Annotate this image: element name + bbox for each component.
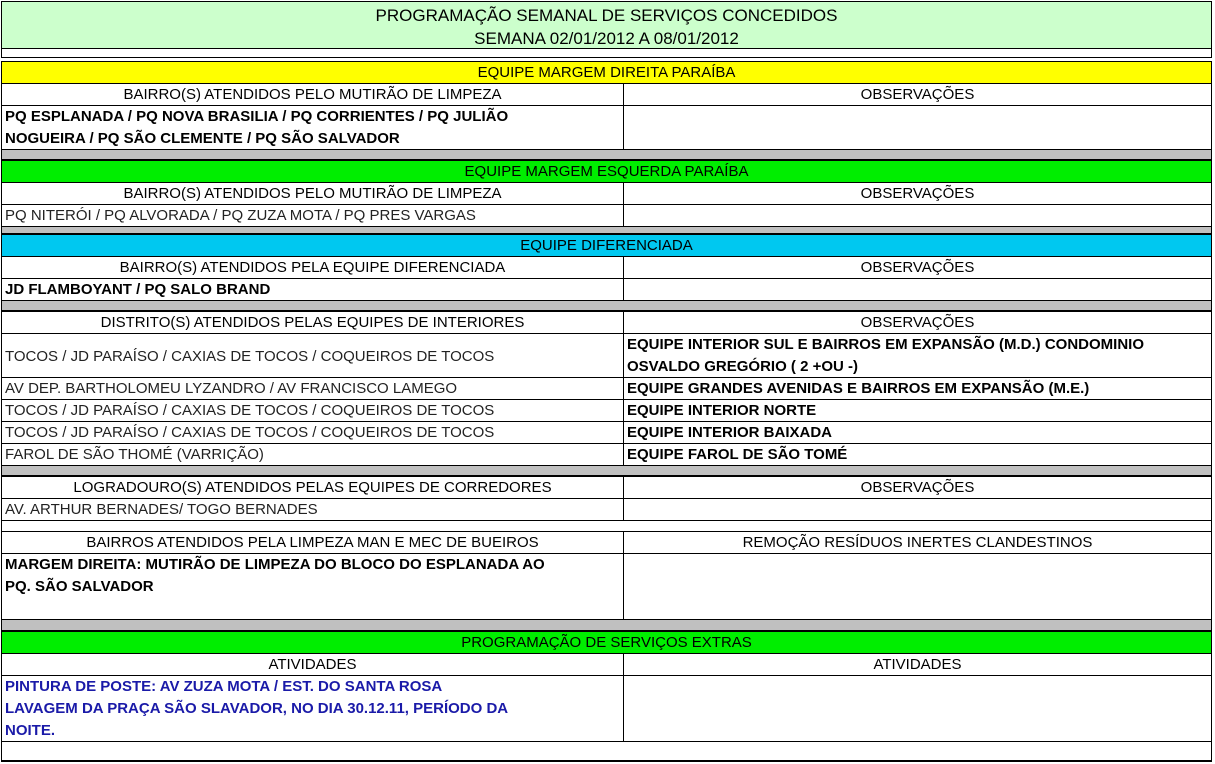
team-header-margem-direita: EQUIPE MARGEM DIREITA PARAÍBA [1, 61, 1212, 84]
observacoes-cell [623, 498, 1212, 521]
col-header-atividades: ATIVIDADES [623, 653, 1212, 676]
bairros-cell [1, 105, 624, 150]
bairros-cell: JD FLAMBOYANT / PQ SALO BRAND [1, 278, 624, 301]
title-line-1: PROGRAMAÇÃO SEMANAL DE SERVIÇOS CONCEDIDOS [375, 6, 838, 25]
team-header-diferenciada: EQUIPE DIFERENCIADA [1, 234, 1212, 257]
bueiros-line-1: MARGEM DIREITA: MUTIRÃO DE LIMPEZA DO BLOCO DO ESPLANADA AO [5, 556, 545, 573]
atividade-line-3: NOITE. [5, 722, 56, 739]
distrito-text: TOCOS / JD PARAÍSO / CAXIAS DE TOCOS / COQUEIROS DE TOCOS [5, 348, 495, 365]
observacao-cell: EQUIPE FAROL DE SÃO TOMÉ [623, 443, 1212, 466]
col-header-observacoes: OBSERVAÇÕES [623, 182, 1212, 205]
col-header-atividades: ATIVIDADES [1, 653, 624, 676]
col-header-bairros: BAIRRO(S) ATENDIDOS PELO MUTIRÃO DE LIMPEZA [1, 182, 624, 205]
team-header-margem-esquerda: EQUIPE MARGEM ESQUERDA PARAÍBA [1, 160, 1212, 183]
distrito-cell: TOCOS / JD PARAÍSO / CAXIAS DE TOCOS / COQUEIROS DE TOCOS [1, 421, 624, 444]
bairros-line-2: NOGUEIRA / PQ SÃO CLEMENTE / PQ SÃO SALVADOR [5, 130, 400, 147]
distrito-cell [1, 333, 624, 378]
atividade-line-1: PINTURA DE POSTE: AV ZUZA MOTA / EST. DO SANTA ROSA [5, 678, 443, 695]
col-header-observacoes: OBSERVAÇÕES [623, 311, 1212, 334]
observacoes-cell [623, 105, 1212, 150]
separator [1, 300, 1212, 311]
observacao-cell: EQUIPE INTERIOR BAIXADA [623, 421, 1212, 444]
bueiros-cell [1, 553, 624, 620]
separator [1, 465, 1212, 476]
spacer-row [1, 741, 1212, 762]
observacoes-cell [623, 278, 1212, 301]
separator [1, 149, 1212, 160]
bairros-cell: PQ NITERÓI / PQ ALVORADA / PQ ZUZA MOTA / PQ PRES VARGAS [1, 204, 624, 227]
observacao-cell: EQUIPE INTERIOR NORTE [623, 399, 1212, 422]
col-header-observacoes: OBSERVAÇÕES [623, 256, 1212, 279]
distrito-cell: TOCOS / JD PARAÍSO / CAXIAS DE TOCOS / COQUEIROS DE TOCOS [1, 399, 624, 422]
atividades-cell [1, 675, 624, 742]
col-header-distritos: DISTRITO(S) ATENDIDOS PELAS EQUIPES DE INTERIORES [1, 311, 624, 334]
distrito-cell: AV DEP. BARTHOLOMEU LYZANDRO / AV FRANCISCO LAMEGO [1, 377, 624, 400]
col-header-bairros: BAIRRO(S) ATENDIDOS PELO MUTIRÃO DE LIMPEZA [1, 83, 624, 106]
col-header-logradouros: LOGRADOURO(S) ATENDIDOS PELAS EQUIPES DE CORREDORES [1, 476, 624, 499]
distrito-cell: FAROL DE SÃO THOMÉ (VARRIÇÃO) [1, 443, 624, 466]
logradouro-cell: AV. ARTHUR BERNADES/ TOGO BERNADES [1, 498, 624, 521]
col-header-observacoes: OBSERVAÇÕES [623, 476, 1212, 499]
separator [1, 619, 1212, 631]
atividades-cell [623, 675, 1212, 742]
observacao-line-1: EQUIPE INTERIOR SUL E BAIRROS EM EXPANSÃO (M.D.) CONDOMINIO [627, 336, 1144, 353]
col-header-bairros: BAIRRO(S) ATENDIDOS PELA EQUIPE DIFERENCIADA [1, 256, 624, 279]
residuos-cell [623, 553, 1212, 620]
atividade-line-2: LAVAGEM DA PRAÇA SÃO SLAVADOR, NO DIA 30.12.11, PERÍODO DA [5, 700, 509, 717]
bairros-line-1: PQ ESPLANADA / PQ NOVA BRASILIA / PQ CORRIENTES / PQ JULIÃO [5, 108, 509, 125]
page-title [1, 1, 1212, 49]
observacao-cell [623, 333, 1212, 378]
bueiros-line-2: PQ. SÃO SALVADOR [5, 578, 154, 595]
observacao-cell: EQUIPE GRANDES AVENIDAS E BAIRROS EM EXPANSÃO (M.E.) [623, 377, 1212, 400]
col-header-residuos: REMOÇÃO RESÍDUOS INERTES CLANDESTINOS [623, 531, 1212, 554]
separator [1, 226, 1212, 234]
observacao-line-2: OSVALDO GREGÓRIO ( 2 +OU -) [627, 358, 858, 375]
col-header-observacoes: OBSERVAÇÕES [623, 83, 1212, 106]
observacoes-cell [623, 204, 1212, 227]
extras-header: PROGRAMAÇÃO DE SERVIÇOS EXTRAS [1, 631, 1212, 654]
col-header-bueiros: BAIRROS ATENDIDOS PELA LIMPEZA MAN E MEC DE BUEIROS [1, 531, 624, 554]
title-line-2: SEMANA 02/01/2012 A 08/01/2012 [474, 29, 739, 48]
spacer-row [1, 48, 1212, 58]
